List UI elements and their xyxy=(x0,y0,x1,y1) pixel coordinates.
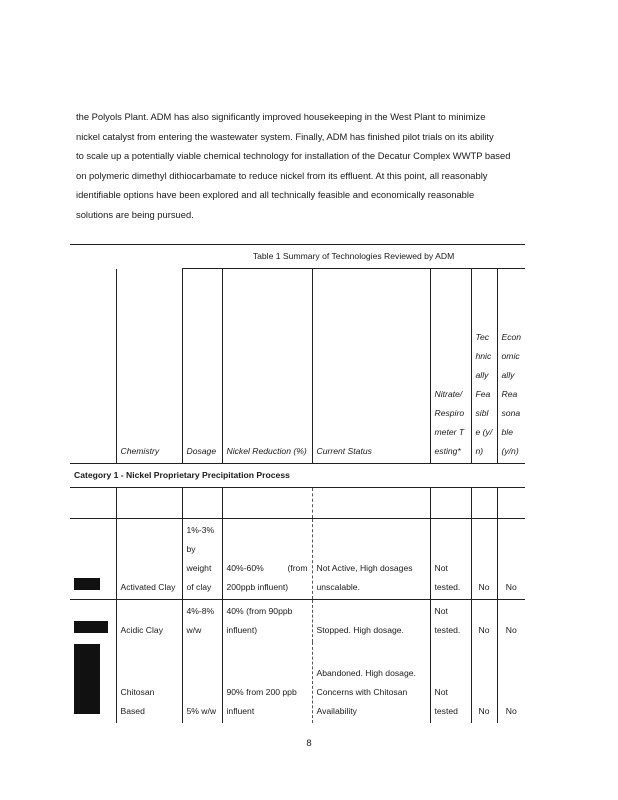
redaction-block xyxy=(74,621,108,633)
table-row xyxy=(70,519,525,600)
cell-nickel-reduction: 40% (from 90ppb influent) xyxy=(222,600,312,643)
header-chemistry: Chemistry xyxy=(116,269,182,464)
cell-current-status: Stopped. High dosage. xyxy=(312,600,430,643)
redaction-block xyxy=(74,578,100,590)
cell-technically-feasible: No xyxy=(471,600,497,643)
cell-economically-reasonable: No xyxy=(497,600,525,643)
cell-technically-feasible: No xyxy=(471,519,497,600)
page-number: 8 xyxy=(306,737,312,748)
cell-economically-reasonable: No xyxy=(497,519,525,600)
cell-nitrate-testing: Not tested. xyxy=(430,519,471,600)
cell-chemistry: Chitosan Based xyxy=(116,642,182,723)
cell-dosage: 5% w/w xyxy=(182,642,222,723)
technology-summary-table xyxy=(70,244,525,723)
body-paragraph xyxy=(76,107,522,225)
cell-nitrate-testing: Not tested xyxy=(430,642,471,723)
paragraph-line: solutions are being pursued. xyxy=(76,208,194,220)
cell-current-status: Abandoned. High dosage. Concerns with Chitosan Availability xyxy=(312,642,430,723)
cell-dosage: 4%-8% w/w xyxy=(182,600,222,643)
table-row xyxy=(70,600,525,643)
table-header-row xyxy=(70,269,525,464)
cell-chemistry: Acidic Clay xyxy=(116,600,182,643)
header-nitrate-testing: Nitrate/Respirometer Testing* xyxy=(430,269,471,464)
cell-economically-reasonable: No xyxy=(497,642,525,723)
paragraph-line: the Polyols Plant. ADM has also significantly improved housekeeping in the West Plant to minimize xyxy=(76,111,486,122)
cell-chemistry: Activated Clay xyxy=(116,519,182,600)
header-economically-reasonable: Economically Reasonable (y/n) xyxy=(497,269,525,464)
table-row xyxy=(70,642,525,723)
redaction-block xyxy=(74,644,100,714)
category-label: Category 1 - Nickel Proprietary Precipitation Process xyxy=(70,464,525,488)
header-technically-feasible: Technically Feasible (y/n) xyxy=(471,269,497,464)
header-nickel-reduction: Nickel Reduction (%) xyxy=(222,269,312,464)
paragraph-line: identifiable options have been explored and all technically feasible and economically reasonable xyxy=(76,189,475,201)
paragraph-line: to scale up a potentially viable chemical technology for installation of the Decatur Complex WWTP based xyxy=(76,150,511,162)
cell-nickel-reduction: 90% from 200 ppb influent xyxy=(222,642,312,723)
header-dosage: Dosage xyxy=(182,269,222,464)
paragraph-line: nickel catalyst from entering the wastewater system. Finally, ADM has finished pilot trials on its ability xyxy=(76,130,494,142)
cell-current-status: Not Active, High dosages unscalable. xyxy=(312,519,430,600)
cell-nickel-reduction: 40%-60% (from 200ppb influent) xyxy=(222,519,312,600)
cell-technically-feasible: No xyxy=(471,642,497,723)
cell-dosage: 1%-3% by weight of clay xyxy=(182,519,222,600)
header-current-status: Current Status xyxy=(312,269,430,464)
cell-nitrate-testing: Not tested. xyxy=(430,600,471,643)
table-title: Table 1 Summary of Technologies Reviewed by ADM xyxy=(182,245,525,269)
paragraph-line: on polymeric dimethyl dithiocarbamate to reduce nickel from its effluent. At this point, all reasonably xyxy=(76,169,488,181)
